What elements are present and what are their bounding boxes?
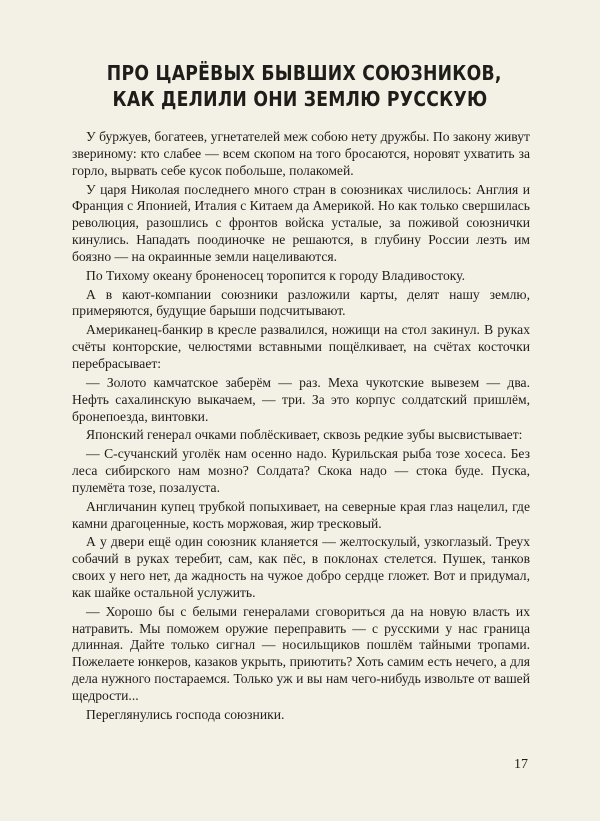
paragraph: Англичанин купец трубкой попыхивает, на северные края глаз нацелил, где камни драгоценные, кость моржовая, жир тресковый. — [72, 498, 530, 531]
chapter-title-line-1: ПРО ЦАРЁВЫХ БЫВШИХ СОЮЗНИКОВ, — [106, 61, 502, 85]
paragraph: — С-сучанский уголёк нам осенно надо. Курильская рыба тозе хосеса. Без леса сибирского нам мозно? Солдата? Скока надо — стока буде. Пуска, пулемёта тозе, позалуста. — [72, 446, 530, 495]
paragraph: А в кают-компании союзники разложили карты, делят нашу землю, примеряются, будущие барыши подсчитывают. — [72, 286, 530, 319]
page-number: 17 — [514, 757, 528, 772]
paragraph: Переглянулись господа союзники. — [86, 706, 285, 722]
paragraph: По Тихому океану броненосец торопится к городу Владивостоку. — [86, 267, 465, 283]
chapter-title — [106, 60, 502, 112]
chapter-title-line-2: КАК ДЕЛИЛИ ОНИ ЗЕМЛЮ РУССКУЮ — [112, 87, 488, 111]
paragraph: — Золото камчатское заберём — раз. Меха чукотские вывезем — два. Нефть сахалинскую выкачаем, — три. За это корпус солдатский пришлём, бронепоезда, винтовки. — [72, 374, 530, 424]
paragraph: Японский генерал очками поблёскивает, сквозь редкие зубы высвистывает: — [86, 427, 523, 443]
paragraph: У царя Николая последнего много стран в союзниках числилось: Англия и Франция с Японией, Италия с Китаем да Америкой. Но как только свершилась революция, разошлись с фронтов войска усталые, за поживой союзнички кинулись. Нападать поодиночке не решаются, в глубину России лезть им боязно — на окраинные земли нацеливаются. — [72, 181, 530, 264]
paragraph: — Хорошо бы с белыми генералами сговориться да на новую власть их натравить. Мы поможем оружие переправить — с русскими у нас граница длинная. Дайте только сигнал — носильщиков пошлём тайными тропами. Пожелаете юнкеров, казаков укрыть, приютить? Хоть самим есть нечего, а для дела нужного постараемся. Только уж и вы нам чего-нибудь извольте от вашей щедрости... — [72, 603, 530, 703]
body-text — [72, 129, 530, 726]
paragraph: У буржуев, богатеев, угнетателей меж собою нету дружбы. По закону живут звериному: кто слабее — всем скопом на того бросаются, норовят ухватить за горло, вырвать себе кусок побольше, полакомей. — [72, 129, 530, 178]
paragraph: А у двери ещё один союзник кланяется — желтоскулый, узкоглазый. Треух собачий в руках теребит, сам, как пёс, в поклонах стелется. Пушек, танков своих у него нет, да жадность на чужое добро сердце гложет. Вот и придумал, как шайке остальной услужить. — [72, 534, 530, 600]
paragraph: Американец-банкир в кресле развалился, ножищи на стол закинул. В руках счёты конторские, челюстями вставными пощёлкивает, на счётах косточки перебрасывает: — [72, 322, 530, 371]
